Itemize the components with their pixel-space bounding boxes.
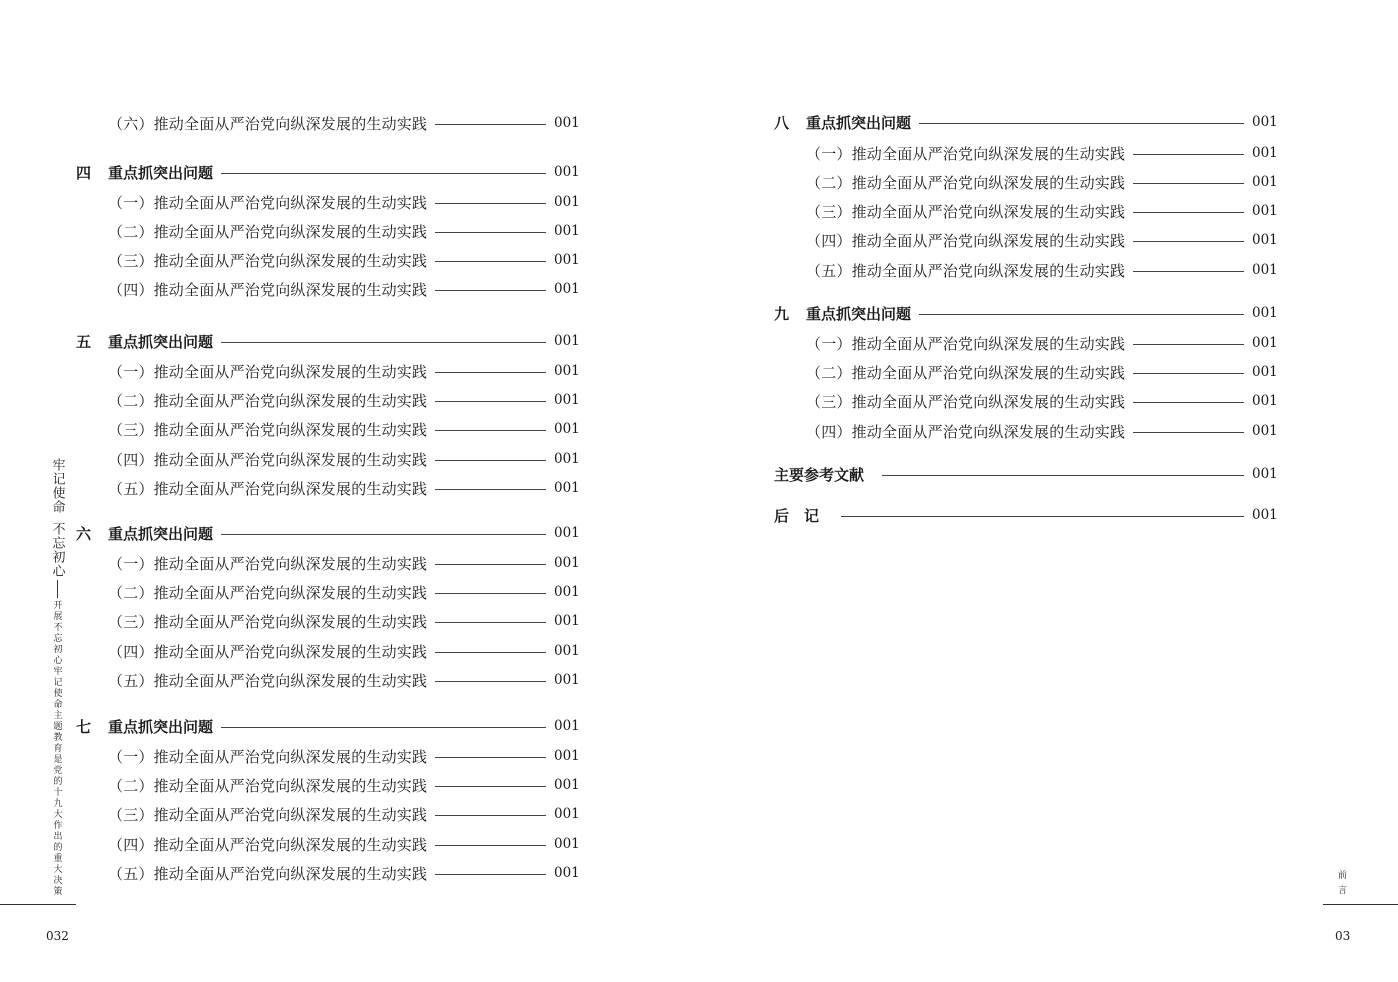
entry-title: 推动全面从严治党向纵深发展的生动实践: [851, 202, 1126, 221]
entry-title: 推动全面从严治党向纵深发展的生动实践: [851, 363, 1126, 382]
entry-page-number: 001: [554, 223, 580, 239]
dot-leader: [435, 203, 546, 204]
entry-page-number: 001: [1252, 466, 1278, 482]
toc-entry[interactable]: [108, 610, 578, 632]
entry-number: （四）: [108, 450, 154, 469]
entry-number: （二）: [108, 776, 154, 795]
toc-entry[interactable]: [108, 112, 578, 134]
toc-section[interactable]: [76, 161, 578, 183]
dot-leader: [435, 290, 546, 291]
toc-afterword[interactable]: [774, 504, 1276, 526]
entry-title: 推动全面从严治党向纵深发展的生动实践: [153, 776, 428, 795]
section-title: 重点抓突出问题: [108, 163, 214, 182]
entry-page-number: 001: [554, 836, 580, 852]
entry-title: 推动全面从严治党向纵深发展的生动实践: [851, 422, 1126, 441]
section-title: 后 记: [774, 506, 820, 525]
dot-leader: [435, 593, 546, 594]
toc-entry[interactable]: [108, 669, 578, 691]
toc-section[interactable]: [774, 302, 1276, 324]
section-number: 六: [76, 524, 92, 543]
entry-title: 推动全面从严治党向纵深发展的生动实践: [153, 583, 428, 602]
toc-entry[interactable]: [108, 360, 578, 382]
toc-section[interactable]: [76, 522, 578, 544]
dot-leader: [1133, 212, 1244, 213]
entry-number: （四）: [806, 231, 852, 250]
entry-page-number: 001: [1252, 364, 1278, 380]
dot-leader: [435, 372, 546, 373]
entry-number: （三）: [806, 202, 852, 221]
entry-page-number: 001: [554, 451, 580, 467]
entry-page-number: 001: [554, 613, 580, 629]
footer-rule: [1323, 904, 1398, 905]
entry-number: （二）: [806, 173, 852, 192]
entry-title: 推动全面从严治党向纵深发展的生动实践: [153, 835, 428, 854]
toc-entry[interactable]: [108, 477, 578, 499]
entry-title: 推动全面从严治党向纵深发展的生动实践: [851, 173, 1126, 192]
section-title: 主要参考文献: [774, 465, 865, 484]
entry-page-number: 001: [554, 281, 580, 297]
dot-leader: [435, 261, 546, 262]
toc-entry[interactable]: [108, 774, 578, 796]
entry-page-number: 001: [1252, 335, 1278, 351]
entry-number: （三）: [108, 251, 154, 270]
entry-page-number: 001: [554, 115, 580, 131]
entry-page-number: 001: [554, 194, 580, 210]
entry-number: （二）: [108, 391, 154, 410]
entry-title: 推动全面从严治党向纵深发展的生动实践: [153, 114, 428, 133]
dot-leader: [841, 516, 1244, 517]
entry-page-number: 001: [554, 252, 580, 268]
section-number: 四: [76, 163, 92, 182]
toc-entry[interactable]: [806, 390, 1276, 412]
dot-leader: [435, 815, 546, 816]
toc-entry[interactable]: [806, 142, 1276, 164]
page-number: 03: [1335, 929, 1351, 943]
entry-title: 推动全面从严治党向纵深发展的生动实践: [153, 251, 428, 270]
dot-leader: [435, 489, 546, 490]
entry-title: 推动全面从严治党向纵深发展的生动实践: [851, 231, 1126, 250]
dot-leader: [221, 173, 546, 174]
entry-page-number: 001: [1252, 305, 1278, 321]
dot-leader: [882, 475, 1244, 476]
section-number: 八: [774, 113, 790, 132]
entry-page-number: 001: [554, 333, 580, 349]
entry-page-number: 001: [1252, 423, 1278, 439]
entry-number: （一）: [108, 193, 154, 212]
toc-entry[interactable]: [108, 220, 578, 242]
dot-leader: [1133, 241, 1244, 242]
entry-title: 推动全面从严治党向纵深发展的生动实践: [851, 261, 1126, 280]
dot-leader: [435, 622, 546, 623]
entry-page-number: 001: [554, 525, 580, 541]
entry-number: （五）: [108, 671, 154, 690]
toc-entry[interactable]: [108, 745, 578, 767]
dot-leader: [1133, 402, 1244, 403]
dot-leader: [435, 401, 546, 402]
dot-leader: [435, 232, 546, 233]
dot-leader: [435, 757, 546, 758]
dot-leader: [435, 786, 546, 787]
dot-leader: [435, 564, 546, 565]
entry-title: 推动全面从严治党向纵深发展的生动实践: [153, 450, 428, 469]
toc-entry[interactable]: [108, 862, 578, 884]
entry-page-number: 001: [1252, 174, 1278, 190]
entry-page-number: 001: [554, 421, 580, 437]
section-number: 五: [76, 332, 92, 351]
dot-leader: [435, 430, 546, 431]
toc-entry[interactable]: [108, 640, 578, 662]
toc-section[interactable]: [76, 715, 578, 737]
dot-leader: [919, 314, 1244, 315]
toc-entry[interactable]: [806, 420, 1276, 442]
title-dash: [57, 580, 58, 598]
entry-page-number: 001: [1252, 145, 1278, 161]
section-number: 七: [76, 717, 92, 736]
entry-number: （六）: [108, 114, 154, 133]
entry-page-number: 001: [1252, 507, 1278, 523]
entry-number: （三）: [108, 612, 154, 631]
toc-entry[interactable]: [108, 278, 578, 300]
toc-entry[interactable]: [108, 448, 578, 470]
footer-rule: [0, 904, 76, 905]
running-title-main-1: 牢记使命: [49, 458, 65, 514]
dot-leader: [435, 681, 546, 682]
entry-number: （四）: [108, 280, 154, 299]
entry-title: 推动全面从严治党向纵深发展的生动实践: [851, 334, 1126, 353]
toc-entry[interactable]: [806, 332, 1276, 354]
toc-entry[interactable]: [806, 171, 1276, 193]
page-number: 032: [46, 929, 69, 943]
dot-leader: [919, 123, 1244, 124]
toc-section[interactable]: [774, 111, 1276, 133]
entry-title: 推动全面从严治党向纵深发展的生动实践: [153, 554, 428, 573]
dot-leader: [1133, 154, 1244, 155]
entry-page-number: 001: [1252, 203, 1278, 219]
toc-entry[interactable]: [806, 229, 1276, 251]
dot-leader: [1133, 432, 1244, 433]
toc-entry[interactable]: [108, 803, 578, 825]
section-title: 重点抓突出问题: [108, 332, 214, 351]
entry-number: （一）: [806, 334, 852, 353]
entry-number: （一）: [806, 144, 852, 163]
dot-leader: [221, 534, 546, 535]
entry-page-number: 001: [554, 748, 580, 764]
toc-entry[interactable]: [108, 581, 578, 603]
dot-leader: [221, 342, 546, 343]
entry-title: 推动全面从严治党向纵深发展的生动实践: [153, 222, 428, 241]
entry-page-number: 001: [554, 392, 580, 408]
entry-page-number: 001: [554, 584, 580, 600]
entry-page-number: 001: [554, 718, 580, 734]
entry-page-number: 001: [554, 363, 580, 379]
toc-section[interactable]: [76, 330, 578, 352]
toc-entry[interactable]: [806, 361, 1276, 383]
entry-page-number: 001: [554, 643, 580, 659]
section-mark: 前言: [1336, 870, 1346, 900]
toc-entry[interactable]: [108, 249, 578, 271]
dot-leader: [435, 874, 546, 875]
dot-leader: [1133, 344, 1244, 345]
toc-entry[interactable]: [108, 191, 578, 213]
entry-page-number: 001: [554, 555, 580, 571]
entry-number: （四）: [806, 422, 852, 441]
entry-page-number: 001: [554, 672, 580, 688]
section-number: 九: [774, 304, 790, 323]
entry-page-number: 001: [554, 164, 580, 180]
entry-title: 推动全面从严治党向纵深发展的生动实践: [153, 864, 428, 883]
entry-title: 推动全面从严治党向纵深发展的生动实践: [851, 392, 1126, 411]
dot-leader: [1133, 271, 1244, 272]
toc-entry[interactable]: [108, 418, 578, 440]
entry-number: （三）: [108, 805, 154, 824]
entry-number: （二）: [108, 222, 154, 241]
entry-number: （五）: [108, 864, 154, 883]
entry-page-number: 001: [1252, 262, 1278, 278]
entry-page-number: 001: [554, 777, 580, 793]
entry-title: 推动全面从严治党向纵深发展的生动实践: [153, 479, 428, 498]
entry-page-number: 001: [1252, 393, 1278, 409]
running-title: [50, 458, 64, 897]
running-title-main-2: 不忘初心: [49, 522, 65, 578]
toc-entry[interactable]: [108, 389, 578, 411]
dot-leader: [1133, 183, 1244, 184]
toc-entry[interactable]: [806, 200, 1276, 222]
dot-leader: [1133, 373, 1244, 374]
entry-number: （一）: [108, 554, 154, 573]
entry-page-number: 001: [1252, 114, 1278, 130]
entry-title: 推动全面从严治党向纵深发展的生动实践: [153, 805, 428, 824]
section-title: 重点抓突出问题: [806, 304, 912, 323]
dot-leader: [435, 460, 546, 461]
entry-number: （四）: [108, 835, 154, 854]
entry-number: （一）: [108, 362, 154, 381]
dot-leader: [435, 124, 546, 125]
running-title-subtitle: 开展不忘初心牢记使命主题教育是党的十九大作出的重大决策: [51, 600, 62, 897]
section-title: 重点抓突出问题: [806, 113, 912, 132]
toc-entry[interactable]: [108, 833, 578, 855]
entry-title: 推动全面从严治党向纵深发展的生动实践: [153, 612, 428, 631]
entry-title: 推动全面从严治党向纵深发展的生动实践: [153, 671, 428, 690]
entry-title: 推动全面从严治党向纵深发展的生动实践: [153, 420, 428, 439]
entry-number: （三）: [108, 420, 154, 439]
toc-references[interactable]: [774, 463, 1276, 485]
toc-entry[interactable]: [108, 552, 578, 574]
entry-title: 推动全面从严治党向纵深发展的生动实践: [153, 193, 428, 212]
entry-page-number: 001: [554, 865, 580, 881]
dot-leader: [221, 727, 546, 728]
entry-number: （五）: [108, 479, 154, 498]
entry-number: （三）: [806, 392, 852, 411]
dot-leader: [435, 652, 546, 653]
entry-title: 推动全面从严治党向纵深发展的生动实践: [153, 391, 428, 410]
entry-number: （二）: [806, 363, 852, 382]
entry-title: 推动全面从严治党向纵深发展的生动实践: [153, 280, 428, 299]
entry-title: 推动全面从严治党向纵深发展的生动实践: [153, 642, 428, 661]
section-title: 重点抓突出问题: [108, 717, 214, 736]
entry-title: 推动全面从严治党向纵深发展的生动实践: [153, 747, 428, 766]
entry-page-number: 001: [554, 480, 580, 496]
entry-number: （一）: [108, 747, 154, 766]
entry-number: （二）: [108, 583, 154, 602]
entry-title: 推动全面从严治党向纵深发展的生动实践: [851, 144, 1126, 163]
entry-number: （五）: [806, 261, 852, 280]
entry-number: （四）: [108, 642, 154, 661]
toc-entry[interactable]: [806, 259, 1276, 281]
entry-title: 推动全面从严治党向纵深发展的生动实践: [153, 362, 428, 381]
entry-page-number: 001: [1252, 232, 1278, 248]
section-title: 重点抓突出问题: [108, 524, 214, 543]
entry-page-number: 001: [554, 806, 580, 822]
dot-leader: [435, 845, 546, 846]
right-page: [699, 0, 1398, 982]
